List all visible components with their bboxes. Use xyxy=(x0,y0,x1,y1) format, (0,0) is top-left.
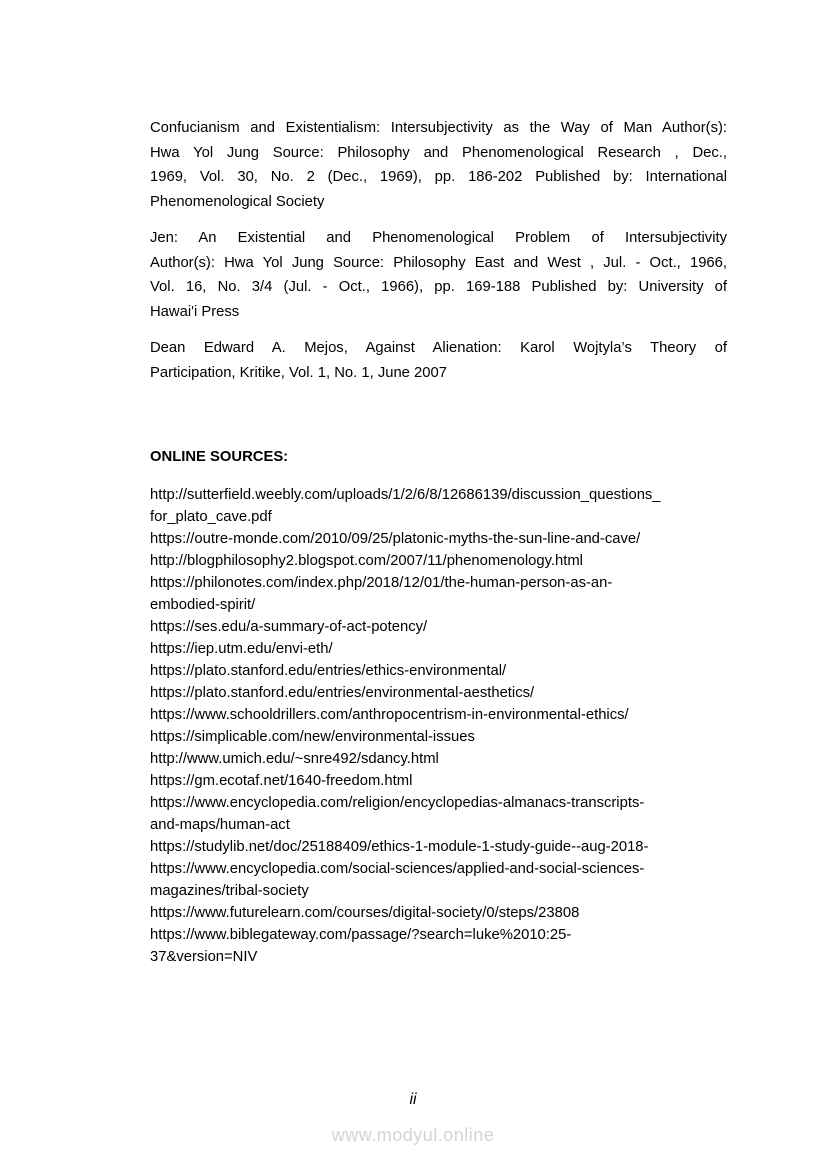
text-line: Vol. 16, No. 3/4 (Jul. - Oct., 1966), pp. 169-188 Published by: University of xyxy=(150,279,727,295)
text-line: https://studylib.net/doc/25188409/ethics-1-module-1-study-guide--aug-2018- xyxy=(150,839,649,855)
url-link[interactable] xyxy=(150,484,727,528)
text-line: https://gm.ecotaf.net/1640-freedom.html xyxy=(150,773,413,789)
url-link[interactable] xyxy=(150,770,727,792)
url-link[interactable] xyxy=(150,726,727,748)
url-link[interactable] xyxy=(150,792,727,836)
text-line: Author(s): Hwa Yol Jung Source: Philosophy East and West , Jul. - Oct., 1966, xyxy=(150,254,727,271)
text-line: for_plato_cave.pdf xyxy=(150,509,272,525)
url-link[interactable] xyxy=(150,836,727,858)
text-line: https://ses.edu/a-summary-of-act-potency/ xyxy=(150,619,428,635)
citations-section xyxy=(150,116,727,397)
text-line: http://blogphilosophy2.blogspot.com/2007/11/phenomenology.html xyxy=(150,553,583,569)
text-line: Dean Edward A. Mejos, Against Alienation: Karol Wojtyla’s Theory of xyxy=(150,340,727,356)
watermark-text: www.modyul.online xyxy=(331,1125,495,1145)
url-link[interactable] xyxy=(150,572,727,616)
text-line: https://simplicable.com/new/environmental-issues xyxy=(150,729,475,745)
text-line: https://philonotes.com/index.php/2018/12/01/the-human-person-as-an- xyxy=(150,575,613,591)
text-line: https://plato.stanford.edu/entries/environmental-aesthetics/ xyxy=(150,685,535,701)
text-line: embodied-spirit/ xyxy=(150,597,256,613)
text-line: https://iep.utm.edu/envi-eth/ xyxy=(150,641,333,657)
citation-paragraph xyxy=(150,116,727,214)
text-line: https://www.encyclopedia.com/religion/encyclopedias-almanacs-transcripts- xyxy=(150,795,645,811)
text-line: Hwa Yol Jung Source: Philosophy and Phenomenological Research , Dec., xyxy=(150,144,727,161)
text-line: Hawai'i Press xyxy=(150,303,240,320)
page-number: ii xyxy=(409,1091,417,1108)
text-line: 1969, Vol. 30, No. 2 (Dec., 1969), pp. 186-202 Published by: International xyxy=(150,169,727,185)
url-link[interactable] xyxy=(150,660,727,682)
online-sources-list xyxy=(150,484,727,968)
text-line: https://outre-monde.com/2010/09/25/platonic-myths-the-sun-line-and-cave/ xyxy=(150,531,641,547)
text-line: https://www.biblegateway.com/passage/?search=luke%2010:25- xyxy=(150,927,572,943)
url-link[interactable] xyxy=(150,616,727,638)
text-line: https://plato.stanford.edu/entries/ethics-environmental/ xyxy=(150,663,507,679)
text-line: Confucianism and Existentialism: Intersubjectivity as the Way of Man Author(s): xyxy=(150,120,727,136)
text-line: https://www.encyclopedia.com/social-sciences/applied-and-social-sciences- xyxy=(150,861,645,877)
text-line: http://www.umich.edu/~snre492/sdancy.html xyxy=(150,751,439,767)
url-link[interactable] xyxy=(150,924,727,968)
text-line: https://www.futurelearn.com/courses/digital-society/0/steps/23808 xyxy=(150,905,580,921)
text-line: and-maps/human-act xyxy=(150,817,290,833)
citation-paragraph xyxy=(150,226,727,324)
text-line: Participation, Kritike, Vol. 1, No. 1, June 2007 xyxy=(150,364,447,381)
url-link[interactable] xyxy=(150,858,727,902)
text-line: http://sutterfield.weebly.com/uploads/1/2/6/8/12686139/discussion_questions_ xyxy=(150,487,661,503)
text-line: Jen: An Existential and Phenomenological Problem of Intersubjectivity xyxy=(150,230,727,246)
url-link[interactable] xyxy=(150,902,727,924)
url-link[interactable] xyxy=(150,704,727,726)
text-line: magazines/tribal-society xyxy=(150,883,309,899)
text-line: https://www.schooldrillers.com/anthropocentrism-in-environmental-ethics/ xyxy=(150,707,629,723)
text-line: Phenomenological Society xyxy=(150,193,325,210)
url-link[interactable] xyxy=(150,638,727,660)
url-link[interactable] xyxy=(150,682,727,704)
citation-paragraph xyxy=(150,336,727,385)
online-sources-heading: ONLINE SOURCES: xyxy=(150,449,289,465)
url-link[interactable] xyxy=(150,748,727,770)
text-line: 37&version=NIV xyxy=(150,949,258,965)
url-link[interactable] xyxy=(150,528,727,550)
url-link[interactable] xyxy=(150,550,727,572)
